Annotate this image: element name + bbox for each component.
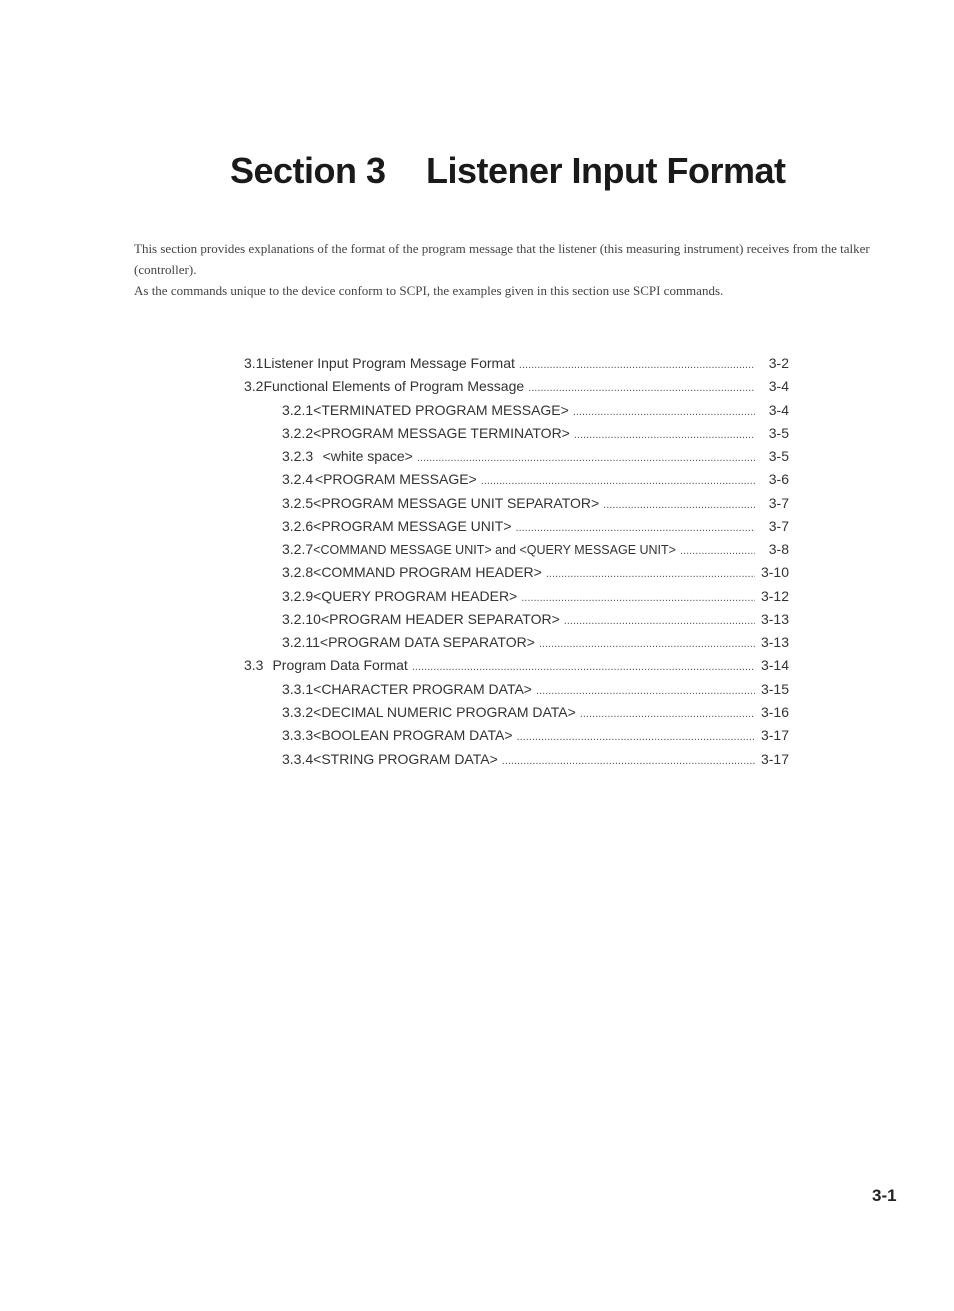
toc-entry-page: 3-15 [760, 680, 789, 697]
toc-entry [244, 495, 789, 518]
toc-entry-page: 3-4 [768, 378, 789, 395]
toc-leader-dots [528, 382, 755, 394]
toc-entry-number: 3.2.2 [282, 424, 314, 441]
toc-entry-page: 3-5 [768, 448, 789, 465]
toc-entry [244, 657, 789, 680]
toc-entry-number: 3.2.6 [282, 517, 314, 534]
toc-entry-title: <PROGRAM MESSAGE TERMINATOR> [313, 424, 570, 441]
toc-entry-number: 3.3.3 [282, 727, 314, 744]
intro-paragraph: As the commands unique to the device conform to SCPI, the examples given in this section use SCPI commands. [134, 283, 724, 298]
toc-entry-title: <BOOLEAN PROGRAM DATA> [313, 727, 513, 744]
toc-entry-page: 3-13 [760, 610, 789, 627]
toc-leader-dots [603, 499, 755, 511]
toc-entry-page: 3-13 [760, 634, 789, 651]
toc-entry [244, 402, 789, 425]
toc-leader-dots [546, 568, 755, 580]
toc-entry-number: 3.3.4 [282, 750, 314, 767]
toc-entry [244, 588, 789, 611]
toc-entry-page: 3-6 [768, 471, 789, 488]
toc-entry-title: <TERMINATED PROGRAM MESSAGE> [313, 401, 569, 418]
toc-entry-title: <PROGRAM MESSAGE UNIT SEPARATOR> [313, 494, 600, 511]
toc-entry [244, 518, 789, 541]
toc-entry [244, 448, 789, 471]
toc-entry [244, 727, 789, 750]
toc-entry [244, 471, 789, 494]
toc-leader-dots [517, 731, 755, 743]
toc-entry-number: 3.2.8 [282, 564, 314, 581]
toc-entry [244, 355, 789, 378]
page-number: 3-1 [872, 1186, 897, 1205]
toc-entry-title: <STRING PROGRAM DATA> [313, 750, 498, 767]
toc-leader-dots [680, 545, 755, 557]
toc-entry-page: 3-14 [760, 657, 789, 674]
toc-entry-page: 3-16 [760, 703, 789, 720]
toc-leader-dots [519, 359, 755, 371]
toc-entry-title: Listener Input Program Message Format [263, 355, 515, 371]
toc-leader-dots [536, 685, 755, 697]
toc-entry-title: Program Data Format [272, 657, 408, 674]
toc-entry-page: 3-17 [760, 727, 789, 744]
toc-entry-page: 3-2 [768, 355, 789, 371]
toc-leader-dots [580, 708, 755, 720]
toc-leader-dots [521, 592, 755, 604]
toc-entry-number: 3.2.10 [282, 610, 321, 627]
toc-entry [244, 611, 789, 634]
toc-entry-title: <PROGRAM DATA SEPARATOR> [319, 634, 535, 651]
section-number: Section 3 [230, 150, 386, 191]
toc-entry-page: 3-12 [760, 587, 789, 604]
toc-entry-number: 3.2.7 [282, 541, 314, 558]
toc-leader-dots [516, 522, 755, 534]
toc-entry [244, 634, 789, 657]
toc-entry-number: 3.1 [244, 355, 264, 371]
toc-leader-dots [481, 475, 755, 487]
toc-entry-title: <DECIMAL NUMERIC PROGRAM DATA> [313, 703, 576, 720]
intro-paragraph: This section provides explanations of the format of the program message that the listener (this measuring instrument) receives from the talker (controller). [134, 241, 870, 277]
toc-entry-title: <PROGRAM MESSAGE UNIT> [313, 517, 512, 534]
page-title [230, 150, 786, 192]
toc-entry-title: <COMMAND MESSAGE UNIT> and <QUERY MESSAGE UNIT> [313, 543, 676, 558]
toc-entry-number: 3.2.1 [282, 401, 314, 418]
intro-text [134, 238, 906, 301]
toc-entry-title: <PROGRAM MESSAGE> [314, 471, 477, 488]
toc-entry-page: 3-17 [760, 750, 789, 767]
toc-leader-dots [412, 661, 755, 673]
toc-entry-title: <PROGRAM HEADER SEPARATOR> [320, 610, 560, 627]
toc-leader-dots [539, 638, 755, 650]
toc-entry-number: 3.2.4 [282, 471, 314, 488]
toc-entry-page: 3-8 [768, 541, 789, 558]
toc-leader-dots [564, 615, 755, 627]
toc-leader-dots [417, 452, 755, 464]
toc-entry-title: <white space> [322, 448, 413, 465]
toc-entry [244, 425, 789, 448]
toc-entry-page: 3-4 [768, 401, 789, 418]
toc-entry-number: 3.3.1 [282, 680, 314, 697]
toc-entry-page: 3-7 [768, 517, 789, 534]
toc-entry [244, 751, 789, 774]
table-of-contents [244, 355, 789, 774]
toc-entry-title: Functional Elements of Program Message [263, 378, 525, 395]
toc-entry [244, 541, 789, 564]
toc-leader-dots [573, 406, 755, 418]
toc-entry-number: 3.3.2 [282, 703, 314, 720]
toc-entry-number: 3.2.5 [282, 494, 314, 511]
toc-entry-title: <QUERY PROGRAM HEADER> [313, 587, 518, 604]
toc-entry-number: 3.2.11 [282, 634, 320, 651]
toc-entry-title: <CHARACTER PROGRAM DATA> [313, 680, 532, 697]
toc-entry-page: 3-10 [760, 564, 789, 581]
toc-entry-page: 3-5 [768, 424, 789, 441]
toc-entry-number: 3.2.9 [282, 587, 314, 604]
toc-leader-dots [502, 755, 755, 767]
toc-entry [244, 564, 789, 587]
toc-entry-number: 3.2 [244, 378, 264, 395]
toc-entry-page: 3-7 [768, 494, 789, 511]
toc-entry-number: 3.3 [244, 657, 264, 674]
toc-entry-title: <COMMAND PROGRAM HEADER> [313, 564, 542, 581]
toc-entry [244, 378, 789, 401]
toc-entry [244, 704, 789, 727]
toc-entry-number: 3.2.3 [282, 448, 314, 465]
toc-leader-dots [574, 429, 755, 441]
section-title: Listener Input Format [426, 150, 786, 191]
toc-entry [244, 681, 789, 704]
